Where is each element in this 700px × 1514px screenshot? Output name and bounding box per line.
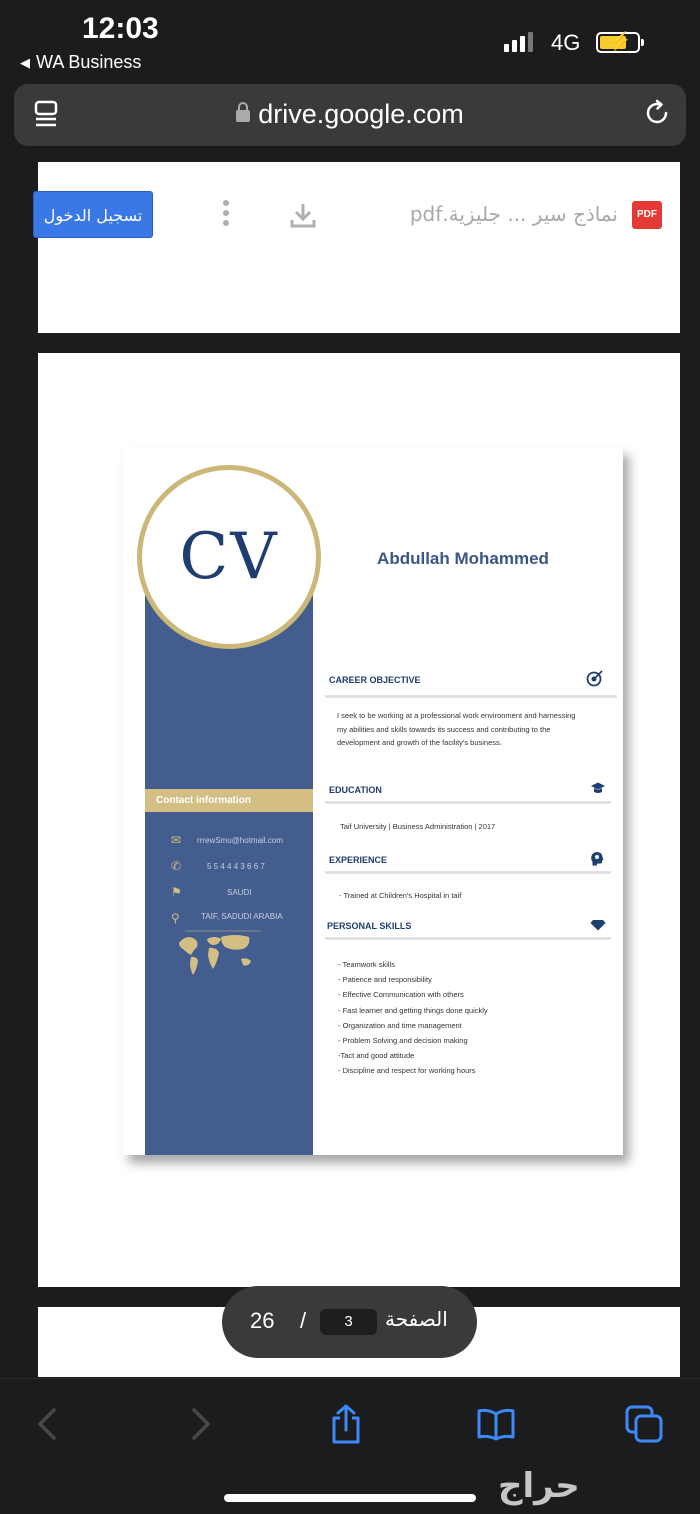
- experience-text: - Trained at Children's Hospital in taif: [339, 891, 462, 900]
- back-triangle-icon: ◀: [20, 54, 30, 70]
- file-title: نماذج سير ... جليزية.pdf: [409, 202, 618, 226]
- target-icon: [586, 669, 604, 687]
- url-label: drive.google.com: [258, 99, 464, 129]
- skill-item: - Fast learner and getting things done quickly: [338, 1005, 488, 1015]
- skill-item: - Organization and time management: [338, 1020, 462, 1030]
- cv-sidebar: [145, 593, 313, 1155]
- cv-document: [123, 447, 623, 1155]
- skill-item: - Discipline and respect for working hours: [338, 1066, 476, 1076]
- location-pin-icon: ⚲: [171, 911, 180, 925]
- brain-head-icon: [590, 851, 604, 866]
- skill-item: - Effective Communication with others: [338, 990, 464, 1000]
- network-type: 4G: [551, 30, 581, 55]
- education-text: Taif University | Business Administration | 2017: [340, 822, 496, 831]
- contact-title: Contact information: [145, 789, 313, 812]
- education-title: EDUCATION: [329, 785, 382, 795]
- drive-viewer-header: [38, 162, 680, 333]
- lock-icon: [236, 110, 250, 122]
- status-bar: [0, 0, 700, 80]
- bookmarks-icon[interactable]: [476, 1404, 516, 1444]
- signal-icon: [504, 32, 533, 52]
- experience-title: EXPERIENCE: [329, 855, 388, 865]
- page-counter[interactable]: [222, 1286, 477, 1358]
- flag-icon: ⚑: [171, 885, 182, 899]
- skills-list: [338, 957, 488, 1079]
- back-app-label: WA Business: [36, 52, 142, 72]
- back-icon[interactable]: [28, 1404, 68, 1444]
- cv-logo-circle: [137, 465, 321, 649]
- divider: [325, 871, 611, 874]
- skill-item: -Tact and good attitude: [338, 1051, 415, 1061]
- more-options-icon[interactable]: [222, 200, 230, 230]
- contact-phone: 5 5 4 4 4 3 6 6 7: [207, 862, 265, 871]
- sign-in-button[interactable]: تسجيل الدخول: [33, 191, 153, 238]
- battery-icon: ⚡: [596, 32, 640, 53]
- contact-nationality: SAUDI: [227, 888, 252, 897]
- pdf-file-icon: PDF: [632, 201, 662, 229]
- career-objective-text: I seek to be working at a professional work environment and harnessing my abilities and skills towards its success and contributing to the development and growth of the facility's business.: [337, 711, 576, 747]
- phone-icon: ✆: [171, 859, 182, 873]
- cv-letters: CV: [179, 520, 279, 594]
- back-to-app-link[interactable]: [20, 52, 141, 73]
- share-icon[interactable]: [326, 1404, 366, 1444]
- contact-email: rrrewSmu@hotmail.com: [197, 836, 283, 845]
- url-text[interactable]: [14, 99, 686, 130]
- page-total: 26: [250, 1308, 275, 1333]
- world-map-icon: [175, 925, 261, 981]
- divider: [325, 801, 611, 804]
- reload-icon[interactable]: [642, 98, 672, 128]
- address-bar[interactable]: [14, 84, 686, 146]
- current-page-input[interactable]: 3: [320, 1309, 377, 1335]
- diamond-icon: [590, 919, 606, 931]
- home-indicator[interactable]: [224, 1494, 476, 1502]
- page-label: الصفحة: [385, 1307, 448, 1331]
- download-icon[interactable]: [288, 200, 318, 230]
- tabs-icon[interactable]: [624, 1404, 664, 1444]
- forward-icon[interactable]: [180, 1404, 220, 1444]
- page-separator: /: [300, 1308, 307, 1333]
- contact-location: TAIF, SADUDI ARABIA: [201, 912, 283, 921]
- skill-item: - Patience and responsibility: [338, 975, 432, 985]
- graduation-cap-icon: [590, 781, 606, 795]
- skill-item: - Problem Solving and decision making: [338, 1036, 468, 1046]
- divider: [325, 695, 617, 698]
- personal-skills-title: PERSONAL SKILLS: [327, 921, 412, 931]
- divider: [325, 937, 611, 940]
- haraj-watermark-logo: حراج: [498, 1466, 580, 1506]
- cv-name: Abdullah Mohammed: [377, 549, 549, 568]
- skill-item: - Teamwork skills: [338, 960, 395, 969]
- email-icon: ✉: [171, 833, 182, 847]
- clock: 12:03: [82, 12, 159, 45]
- career-objective-title: CAREER OBJECTIVE: [329, 675, 421, 685]
